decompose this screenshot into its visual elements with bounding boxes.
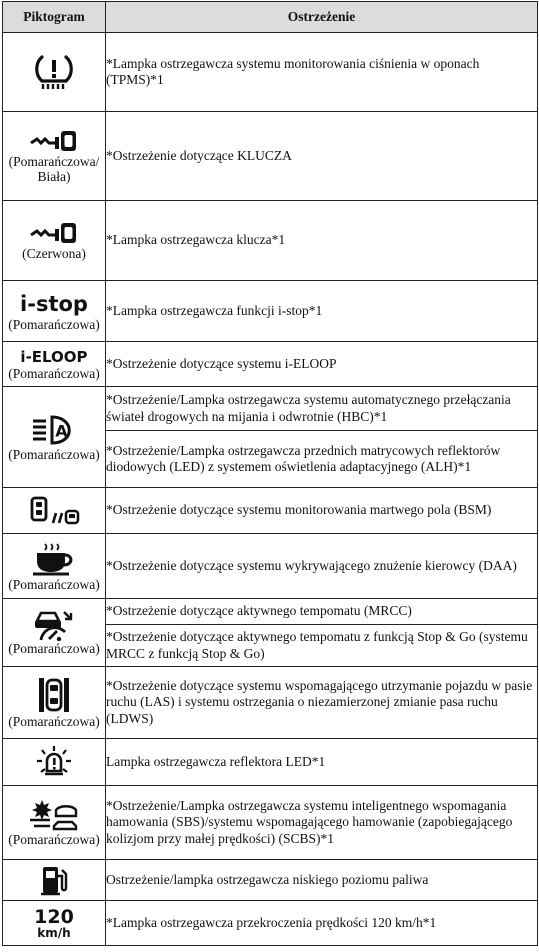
warning-text-cell: [106, 488, 538, 534]
warning-text: *Lampka ostrzegawcza przekroczenia prędkości 120 km/h*1: [106, 914, 437, 930]
warning-text-cell: [106, 431, 538, 488]
table-row: [3, 33, 538, 112]
pictogram-cell: [3, 488, 106, 534]
table-row: [3, 387, 538, 431]
pictogram-label: (Pomarańczowa): [8, 576, 100, 592]
warning-text-cell: [106, 739, 538, 786]
warning-text: *Lampka ostrzegawcza systemu monitorowania ciśnienia w oponach (TPMS)*1: [106, 55, 480, 87]
warning-text-cell: [106, 281, 538, 342]
coffee-cup-icon: [31, 541, 77, 577]
table-row: [3, 488, 538, 534]
mrcc-icon: [31, 609, 77, 641]
table-row: [3, 342, 538, 387]
sbs-icon: [28, 798, 80, 832]
warning-text-cell: [106, 625, 538, 667]
warning-text-cell: [106, 201, 538, 281]
warning-text: *Ostrzeżenie dotyczące aktywnego tempomatu z funkcją Stop & Go (systemu MRCC z funkcją Stop & Go): [106, 629, 528, 661]
warning-text: *Ostrzeżenie dotyczące aktywnego tempomatu (MRCC): [106, 603, 412, 619]
warning-text-cell: [106, 112, 538, 201]
pictogram-cell: [3, 739, 106, 786]
pictogram-cell: [3, 342, 106, 387]
warning-text: Ostrzeżenie/lampka ostrzegawcza niskiego poziomu paliwa: [106, 871, 429, 887]
warning-text: *Ostrzeżenie dotyczące KLUCZA: [106, 147, 292, 163]
lane-keep-icon: [37, 676, 71, 714]
table-row: [3, 599, 538, 625]
pictogram-cell: [3, 599, 106, 667]
pictogram-cell: [3, 901, 106, 946]
i-stop-icon: i-stop: [20, 291, 88, 316]
warning-text-cell: [106, 786, 538, 860]
key-icon: [29, 220, 79, 246]
warning-text-cell: [106, 387, 538, 431]
table-row: [3, 201, 538, 281]
pictogram-label: (Pomarańczowa): [8, 832, 100, 847]
table-row: [3, 112, 538, 201]
pictogram-cell: [3, 860, 106, 901]
column-header-pictogram: Piktogram: [3, 2, 106, 33]
pictogram-label: (Czerwona): [22, 246, 86, 261]
bsm-icon: [24, 496, 84, 526]
table-row: [3, 901, 538, 946]
warning-text: *Ostrzeżenie/Lampka ostrzegawcza systemu inteligentnego wspomagania hamowania (SBS)/systemu wspomagającego hamowanie (zapobiegającego kolizjom przy małej prędkości) (SCBS)*1: [106, 797, 513, 846]
table-header-row: [3, 2, 538, 33]
table-row: [3, 667, 538, 739]
pictogram-cell: [3, 534, 106, 599]
column-header-warning: Ostrzeżenie: [106, 2, 538, 33]
table-row: [3, 860, 538, 901]
warning-text-cell: [106, 860, 538, 901]
tpms-icon: [32, 53, 76, 91]
warning-text-cell: [106, 534, 538, 599]
pictogram-label: (Pomarańczowa): [8, 641, 100, 656]
warning-text-cell: [106, 901, 538, 946]
led-headlight-icon: [34, 745, 74, 779]
pictogram-label: (Pomarańczowa): [8, 316, 100, 332]
fuel-pump-icon: [38, 864, 70, 896]
table-row: [3, 786, 538, 860]
table-row: [3, 534, 538, 599]
pictogram-cell: [3, 112, 106, 201]
pictogram-label: (Pomarańczowa): [8, 714, 100, 729]
warning-text-cell: [106, 342, 538, 387]
svg-text:A: A: [55, 421, 68, 440]
table-row: [3, 281, 538, 342]
hbc-icon: [30, 413, 78, 447]
i-eloop-icon: i-ELOOP: [20, 347, 88, 366]
pictogram-cell: [3, 387, 106, 488]
warning-text-cell: [106, 33, 538, 112]
pictogram-cell: [3, 281, 106, 342]
warning-text: *Ostrzeżenie dotyczące systemu wykrywającego znużenie kierowcy (DAA): [106, 557, 517, 573]
speed-unit: km/h: [37, 925, 71, 940]
speed-120-icon: [3, 907, 105, 940]
pictogram-cell: [3, 667, 106, 739]
warning-text: *Ostrzeżenie/Lampka ostrzegawcza przednich matrycowych reflektorów diodowych (LED) z systemem oświetlenia adaptacyjnego (ALH)*1: [106, 442, 501, 474]
warning-table: [2, 1, 538, 946]
pictogram-label: (Pomarańczowa): [8, 446, 100, 462]
pictogram-cell: [3, 201, 106, 281]
pictogram-label: (Pomarańczowa): [8, 365, 100, 381]
pictogram-cell: [3, 33, 106, 112]
warning-text-cell: [106, 667, 538, 739]
speed-value: 120: [34, 905, 74, 928]
warning-text: *Lampka ostrzegawcza funkcji i-stop*1: [106, 302, 323, 318]
warning-text: *Ostrzeżenie dotyczące systemu wspomagającego utrzymanie pojazdu w pasie ruchu (LAS) i systemu ostrzegania o niezamierzonej zmianie pasa ruchu (LDWS): [106, 677, 533, 726]
table-row: [3, 739, 538, 786]
pictogram-label: (Pomarańczowa/ Biała): [8, 154, 100, 184]
warning-text: *Ostrzeżenie dotyczące systemu monitorowania martwego pola (BSM): [106, 502, 492, 518]
warning-text-cell: [106, 599, 538, 625]
warning-text: *Lampka ostrzegawcza klucza*1: [106, 232, 286, 248]
warning-text: *Ostrzeżenie dotyczące systemu i-ELOOP: [106, 355, 337, 371]
warning-text: *Ostrzeżenie/Lampka ostrzegawcza systemu automatycznego przełączania świateł drogowych na mijania i odwrotnie (HBC)*1: [106, 392, 511, 424]
key-icon: [29, 128, 79, 154]
pictogram-cell: [3, 786, 106, 860]
warning-text: Lampka ostrzegawcza reflektora LED*1: [106, 753, 326, 769]
